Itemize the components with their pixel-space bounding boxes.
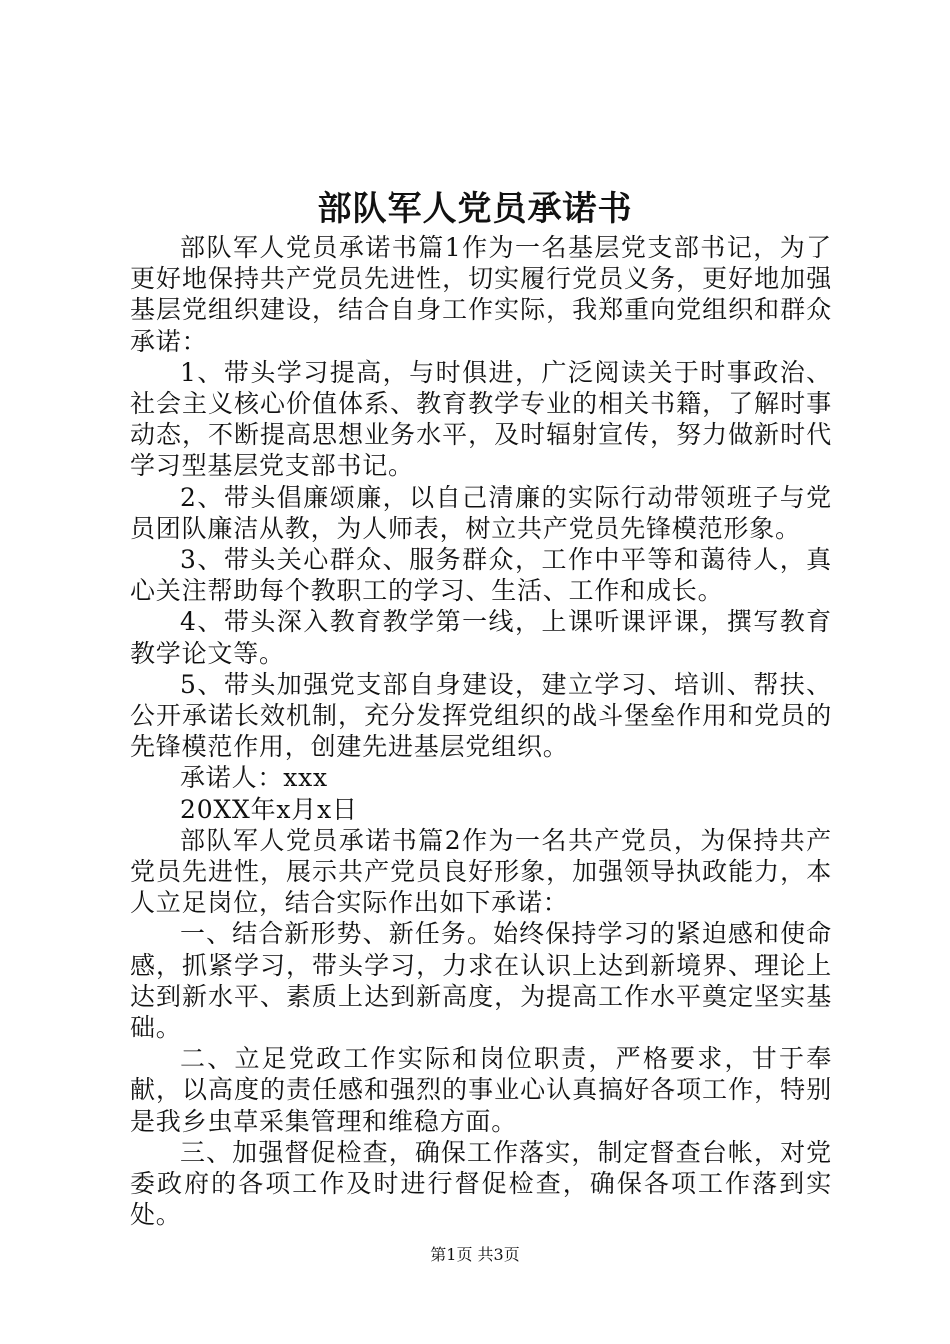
paragraph-item-1: 1、带头学习提高，与时俱进，广泛阅读关于时事政治、社会主义核心价值体系、教育教学专业的相关书籍，了解时事动态，不断提高思想业务水平，及时辐射宣传，努力做新时代学习型基层党支部书记。 (130, 357, 832, 481)
page-footer: 第1页 共3页 (430, 1245, 520, 1264)
paragraph-item-2: 2、带头倡廉颂廉，以自己清廉的实际行动带领班子与党员团队廉洁从教，为人师表，树立共产党员先锋模范形象。 (130, 482, 832, 543)
paragraph-item-5: 5、带头加强党支部自身建设，建立学习、培训、帮扶、公开承诺长效机制，充分发挥党组织的战斗堡垒作用和党员的先锋模范作用，创建先进基层党组织。 (130, 669, 832, 762)
date-line: 20XX年x月x日 (180, 794, 358, 824)
paragraph-item-3: 3、带头关心群众、服务群众，工作中平等和蔼待人，真心关注帮助每个教职工的学习、生活、工作和成长。 (130, 545, 832, 606)
paragraph-intro-2: 部队军人党员承诺书篇2作为一名共产党员，为保持共产党员先进性，展示共产党员良好形象，加强领导执政能力，本人立足岗位，结合实际作出如下承诺： (130, 825, 832, 918)
paragraph-commitment-2: 二、立足党政工作实际和岗位职责，严格要求，甘于奉献，以高度的责任感和强烈的事业心认真搞好各项工作，特别是我乡虫草采集管理和维稳方面。 (130, 1044, 832, 1136)
document-title: 部队军人党员承诺书 (317, 189, 633, 229)
document-body (130, 232, 832, 1231)
paragraph-intro-1: 部队军人党员承诺书篇1作为一名基层党支部书记，为了更好地保持共产党员先进性，切实履行党员义务，更好地加强基层党组织建设，结合自身工作实际，我郑重向党组织和群众承诺： (130, 233, 832, 356)
signature-line: 承诺人：xxx (180, 763, 328, 793)
paragraph-commitment-1: 一、结合新形势、新任务。始终保持学习的紧迫感和使命感，抓紧学习，带头学习，力求在认识上达到新境界、理论上达到新水平、素质上达到新高度，为提高工作水平奠定坚实基础。 (130, 919, 832, 1043)
paragraph-item-4: 4、带头深入教育教学第一线，上课听课评课，撰写教育教学论文等。 (130, 607, 832, 668)
paragraph-commitment-3: 三、加强督促检查，确保工作落实，制定督查台帐，对党委政府的各项工作及时进行督促检查，确保各项工作落到实处。 (130, 1137, 832, 1230)
